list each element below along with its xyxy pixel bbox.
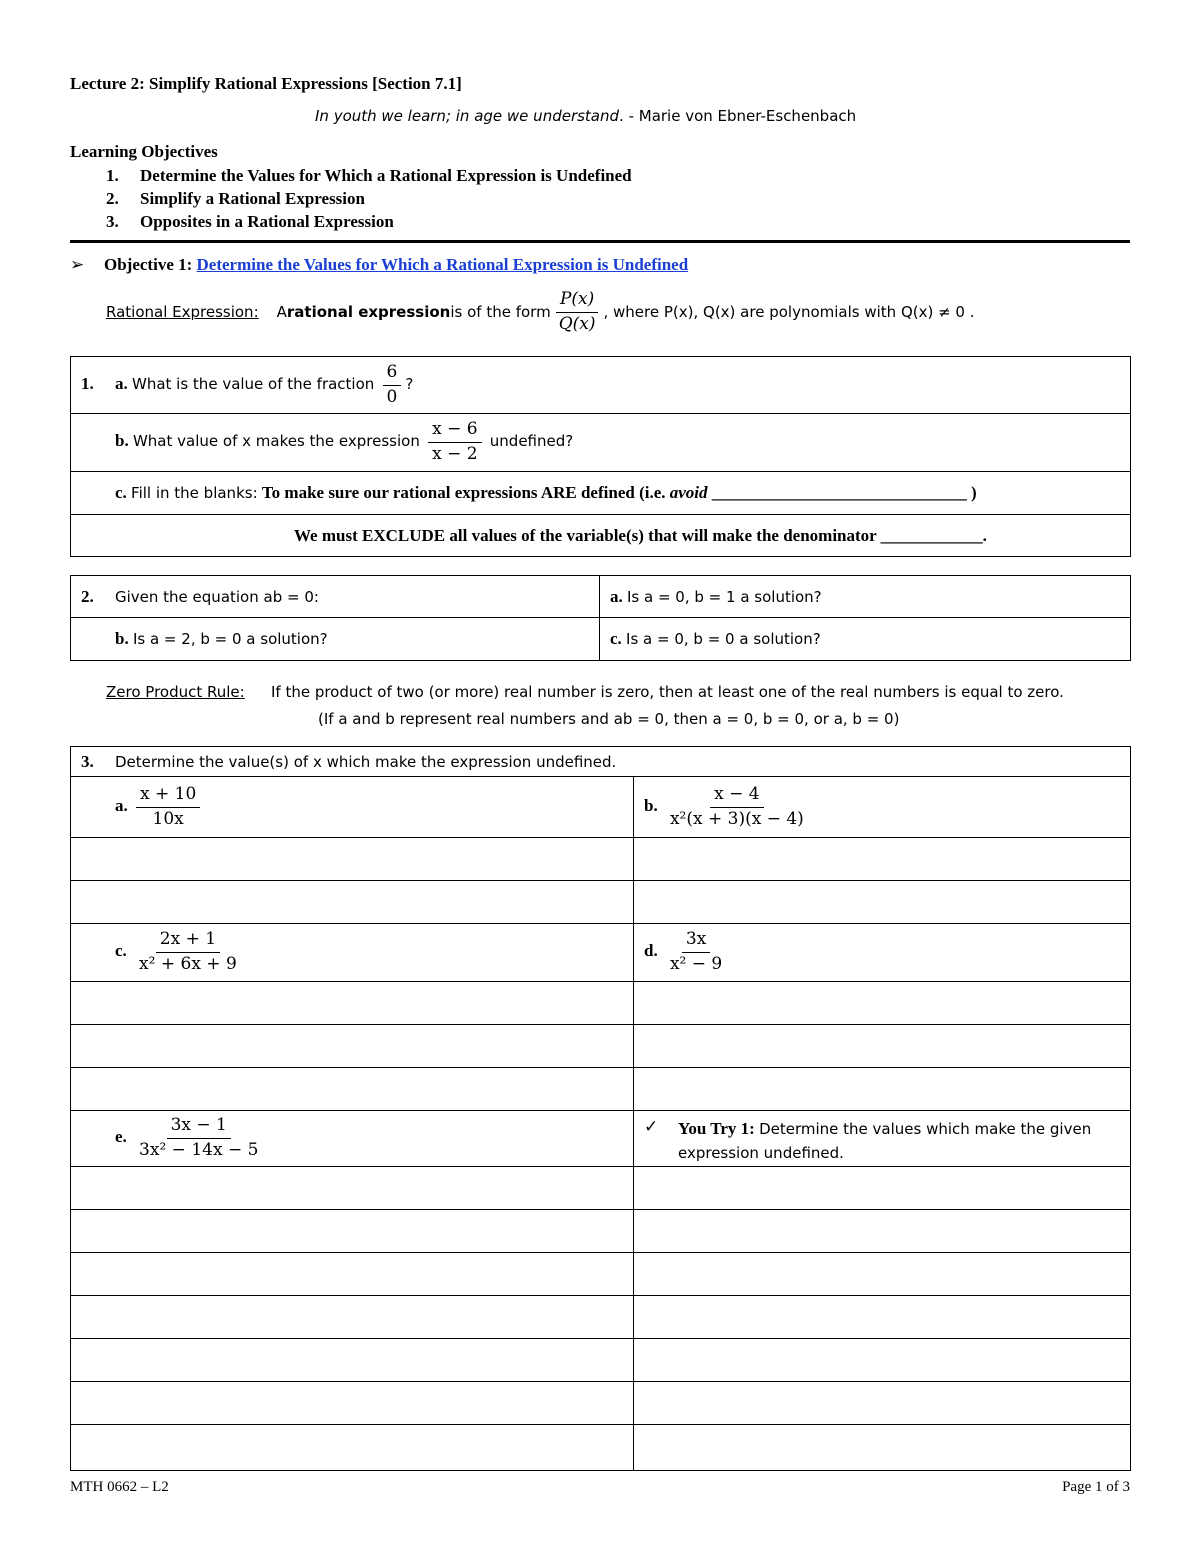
answer-row[interactable] xyxy=(634,838,1131,881)
q2a-cell: a. Is a = 0, b = 1 a solution? xyxy=(600,576,1131,618)
answer-row[interactable] xyxy=(71,1025,634,1068)
answer-row[interactable] xyxy=(71,1296,634,1339)
page-title: Lecture 2: Simplify Rational Expressions [Section 7.1] xyxy=(70,74,462,93)
definition-line: Rational Expression: A rational expression is of the form $\frac{P(x)}{Q(x)}$ , where P(x), Q(x) are polynomials with Q(x) ≠ 0 . xyxy=(106,289,975,334)
answer-row[interactable] xyxy=(634,1339,1131,1382)
footer-page-number: Page 1 of 3 xyxy=(1062,1479,1130,1495)
section-divider xyxy=(70,240,1130,243)
answer-row[interactable] xyxy=(71,1167,634,1210)
answer-row[interactable] xyxy=(634,1167,1131,1210)
objective-item-2: 2. Simplify a Rational Expression xyxy=(106,189,365,208)
footer-course: MTH 0662 – L2 xyxy=(70,1479,169,1495)
zero-rule-line2: (If a and b represent real numbers and ab = 0, then a = 0, b = 0, or a, b = 0) xyxy=(318,710,900,728)
answer-row[interactable] xyxy=(71,838,634,881)
objective1-line xyxy=(70,255,688,275)
answer-row[interactable] xyxy=(634,1425,1131,1471)
objectives-list xyxy=(106,164,632,233)
quote xyxy=(315,107,856,125)
q3b-cell: b. $\frac{x - 4}{\text{x²(x + 3)(x − 4)}}$ xyxy=(634,777,1131,838)
q3c-cell: c. $\frac{2x + 1}{\text{x² + 6x + 9}}$ xyxy=(71,924,634,982)
question2-table xyxy=(70,575,1131,661)
answer-row[interactable] xyxy=(71,1068,634,1111)
objective-item-3: 3. Opposites in a Rational Expression xyxy=(106,212,394,231)
answer-row[interactable] xyxy=(71,1425,634,1471)
q2b-cell: b. Is a = 2, b = 0 a solution? xyxy=(71,618,600,661)
zero-product-rule xyxy=(106,682,1064,702)
answer-row[interactable] xyxy=(71,982,634,1025)
answer-row[interactable] xyxy=(71,1210,634,1253)
q3-stem-cell: 3. Determine the value(s) of x which make the expression undefined. xyxy=(71,747,1131,777)
q1b-cell: b. What value of x makes the expression $\frac{x - 6}{x - 2}$ undefined? xyxy=(71,414,1131,472)
q3d-cell: d. $\frac{3x}{\text{x² − 9}}$ xyxy=(634,924,1131,982)
q3a-cell: a. $\frac{x + 10}{10x}$ xyxy=(71,777,634,838)
you-try-cell: ✓ You Try 1: Determine the values which make the given expression undefined. xyxy=(634,1111,1131,1167)
checkmark-icon: ✓ xyxy=(644,1117,659,1137)
answer-row[interactable] xyxy=(634,1296,1131,1339)
answer-row[interactable] xyxy=(71,881,634,924)
answer-row[interactable] xyxy=(634,1253,1131,1296)
arrow-bullet-icon: ➢ xyxy=(70,255,85,274)
definition-fraction: $\frac{P(x)}{Q(x)}$ xyxy=(555,290,600,334)
q1c-cell: c. Fill in the blanks: To make sure our rational expressions ARE defined (i.e. avoid ______________________________ ) xyxy=(71,472,1131,515)
question3-table xyxy=(70,746,1131,1471)
q3e-cell: e. $\frac{3x - 1}{\text{3x² − 14x − 5}}$ xyxy=(71,1111,634,1167)
q2-stem-cell: 2. Given the equation ab = 0: xyxy=(71,576,600,618)
objective1-link[interactable]: Determine the Values for Which a Rational Expression is Undefined xyxy=(196,255,689,274)
answer-row[interactable] xyxy=(71,1382,634,1425)
answer-row[interactable] xyxy=(634,1068,1131,1111)
answer-row[interactable] xyxy=(634,982,1131,1025)
answer-row[interactable] xyxy=(71,1339,634,1382)
zero-rule-term: Zero Product Rule: xyxy=(106,683,245,701)
objectives-heading: Learning Objectives xyxy=(70,142,218,161)
objective1-label: Objective 1: xyxy=(104,255,193,274)
answer-row[interactable] xyxy=(634,1025,1131,1068)
answer-row[interactable] xyxy=(71,1253,634,1296)
q2c-cell: c. Is a = 0, b = 0 a solution? xyxy=(600,618,1131,661)
answer-row[interactable] xyxy=(634,1210,1131,1253)
answer-row[interactable] xyxy=(634,1382,1131,1425)
objective-item-1: 1. Determine the Values for Which a Rational Expression is Undefined xyxy=(106,166,632,185)
answer-row[interactable] xyxy=(634,881,1131,924)
question1-table xyxy=(70,356,1131,557)
definition-term: Rational Expression: xyxy=(106,303,259,322)
q1d-cell: We must EXCLUDE all values of the variable(s) that will make the denominator ____________. xyxy=(71,515,1131,557)
zero-rule-line1: If the product of two (or more) real number is zero, then at least one of the real numbers is equal to zero. xyxy=(270,683,1064,701)
q1a-cell: 1. a. What is the value of the fraction $\frac{6}{0}$ ? xyxy=(71,357,1131,414)
quote-text: In youth we learn; in age we understand xyxy=(315,107,620,125)
quote-author: . - Marie von Ebner-Eschenbach xyxy=(619,107,857,125)
